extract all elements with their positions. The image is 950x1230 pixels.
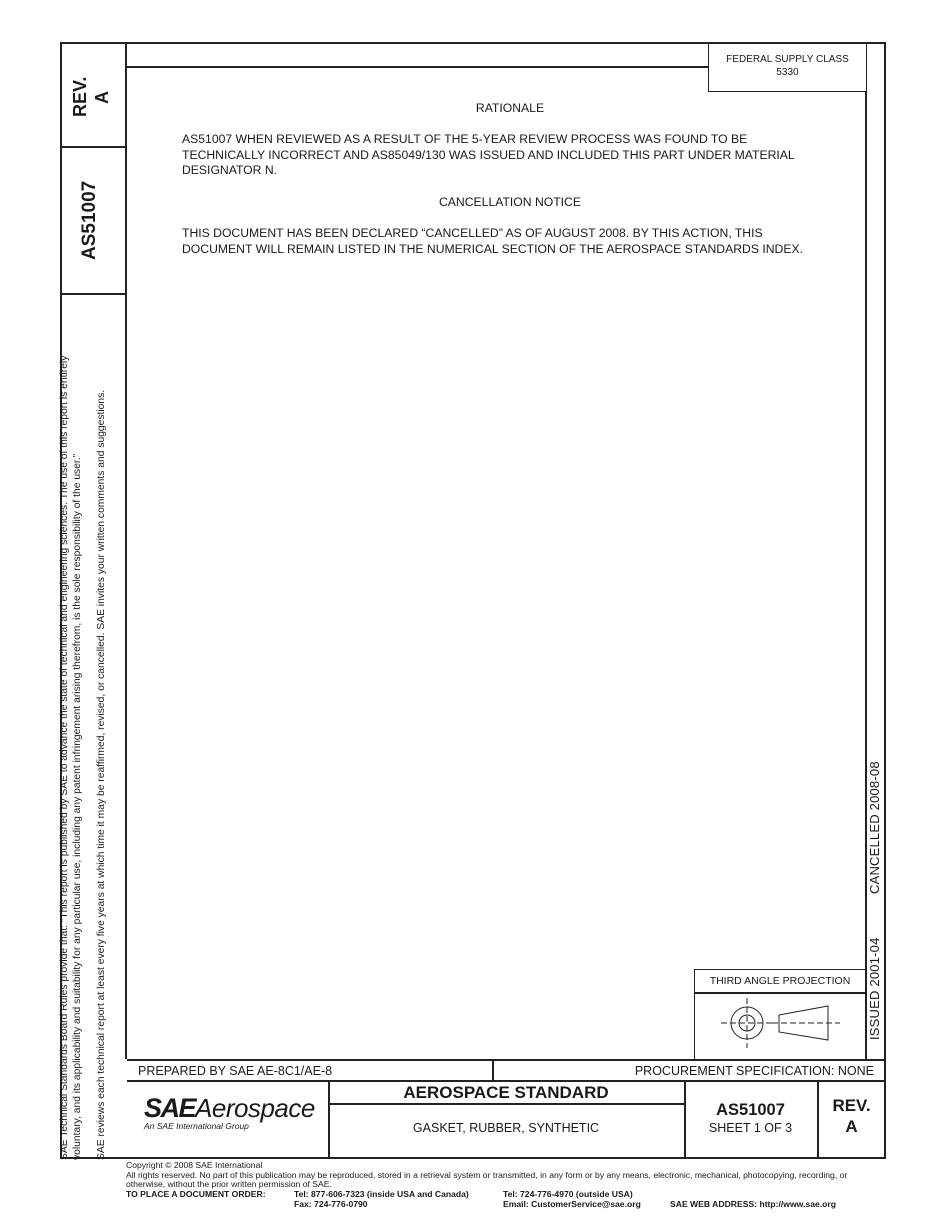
title-block-row-divider	[127, 1080, 886, 1082]
title-divider	[684, 1081, 686, 1159]
document-title: GASKET, RUBBER, SYNTHETIC	[412, 1121, 600, 1135]
title-rev-label: REV.	[832, 1096, 871, 1115]
title-doc-number: AS51007	[716, 1101, 785, 1119]
procurement-spec: PROCUREMENT SPECIFICATION: NONE	[634, 1064, 874, 1078]
footer-order-label: TO PLACE A DOCUMENT ORDER:	[126, 1189, 266, 1199]
prepared-divider	[492, 1060, 494, 1081]
footer-email[interactable]: Email: CustomerService@sae.org	[503, 1199, 641, 1209]
cancellation-heading: CANCELLATION NOTICE	[439, 195, 581, 209]
logo-sae: SAE	[144, 1093, 196, 1123]
sheet-number: SHEET 1 OF 3	[708, 1121, 793, 1135]
sae-aerospace-logo	[144, 1093, 315, 1124]
right-strip-divider	[865, 92, 867, 1059]
rationale-line: DESIGNATOR N.	[182, 163, 278, 177]
sidebar-notice-line1: SAE Technical Standards Board Rules provide that: “This report is published by SAE to advance the state of technical and engineering sciences. The use of this report is entirely	[59, 355, 70, 1160]
left-divider-2	[60, 293, 127, 295]
title-block-top	[127, 1059, 886, 1061]
logo-tagline: An SAE International Group	[144, 1121, 249, 1131]
footer-web-address[interactable]: SAE WEB ADDRESS: http://www.sae.org	[670, 1199, 836, 1209]
sidebar-notice-line3: SAE reviews each technical report at least every five years at which time it may be reaffirmed, revised, or cancelled. SAE invites your written comments and suggestions.	[96, 389, 107, 1160]
prepared-by: PREPARED BY SAE AE-8C1/AE-8	[138, 1064, 333, 1078]
rationale-heading: RATIONALE	[475, 101, 545, 115]
projection-label: THIRD ANGLE PROJECTION	[709, 975, 851, 987]
footer-rights-line1: All rights reserved. No part of this publication may be reproduced, stored in a retrieval system or transmitted, in any form or by any means, electronic, mechanical, photocopying, recording, or	[126, 1169, 848, 1180]
footer-rights	[126, 1161, 896, 1190]
cancellation-line: THIS DOCUMENT HAS BEEN DECLARED “CANCELLED” AS OF AUGUST 2008. BY THIS ACTION, THIS	[182, 226, 763, 240]
header-divider	[127, 66, 708, 68]
cancellation-paragraph	[182, 226, 862, 257]
logo-aerospace: Aerospace	[195, 1093, 315, 1123]
footer-tel-outside: Tel: 724-776-4970 (outside USA)	[503, 1189, 633, 1199]
rationale-paragraph	[182, 132, 862, 179]
title-rev-value: A	[845, 1117, 858, 1136]
rationale-line: AS51007 WHEN REVIEWED AS A RESULT OF THE 5-YEAR REVIEW PROCESS WAS FOUND TO BE	[182, 132, 748, 146]
standard-type: AEROSPACE STANDARD	[403, 1083, 609, 1102]
projection-divider	[694, 992, 866, 994]
left-doc-number: AS51007	[79, 180, 100, 260]
federal-supply-class-box	[708, 42, 867, 92]
cancelled-date: CANCELLED 2008-08	[867, 761, 882, 894]
third-angle-projection-icon	[716, 997, 846, 1049]
cancellation-line: DOCUMENT WILL REMAIN LISTED IN THE NUMERICAL SECTION OF THE AEROSPACE STANDARDS INDEX.	[182, 241, 803, 256]
issued-date: ISSUED 2001-04	[867, 937, 882, 1040]
rationale-line: TECHNICALLY INCORRECT AND AS85049/130 WAS ISSUED AND INCLUDED THIS PART UNDER MATERIAL	[182, 147, 795, 162]
left-rev-value: A	[92, 91, 112, 104]
footer-rights-line2: otherwise, without the prior written permission of SAE.	[126, 1179, 332, 1190]
federal-supply-label: FEDERAL SUPPLY CLASS	[726, 54, 849, 65]
footer-copyright: Copyright © 2008 SAE International	[126, 1160, 263, 1170]
left-divider-1	[60, 146, 127, 148]
federal-supply-value: 5330	[776, 67, 799, 78]
sidebar-notice-line2: voluntary, and its applicability and suitability for any particular use, including any patent infringement arising therefrom, is the sole responsibility of the user.”	[72, 453, 83, 1160]
standard-divider	[328, 1103, 684, 1105]
footer-fax: Fax: 724-776-0790	[294, 1199, 368, 1209]
footer-tel-usa: Tel: 877-606-7323 (inside USA and Canada)	[294, 1189, 469, 1199]
left-rev-label: REV.	[70, 76, 90, 117]
